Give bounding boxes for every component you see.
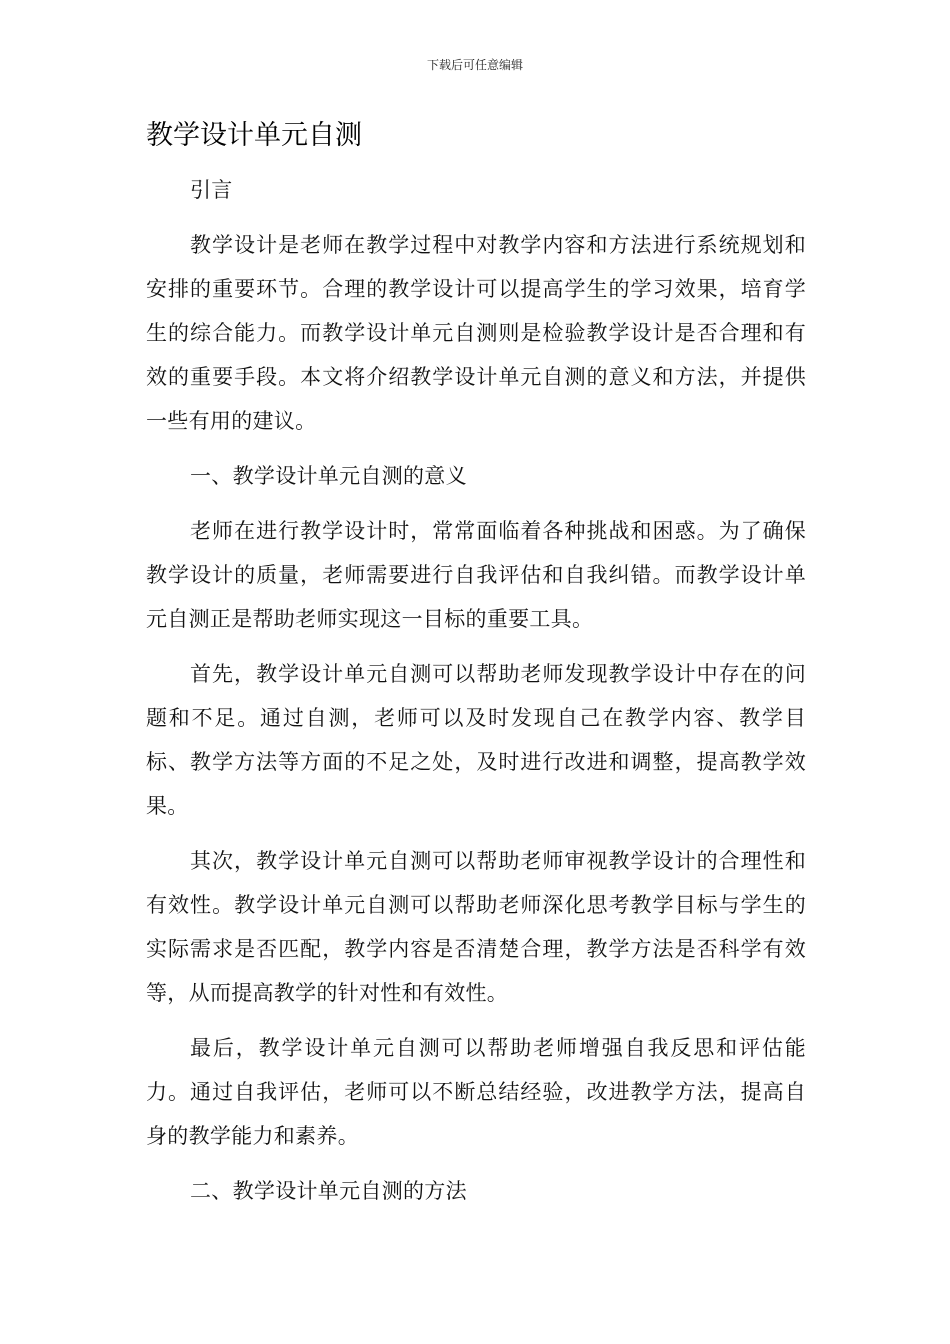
- paragraph-second-point: 其次，教学设计单元自测可以帮助老师审视教学设计的合理性和有效性。教学设计单元自测可以帮助老师深化思考教学目标与学生的实际需求是否匹配，教学内容是否清楚合理，教学方法是否科学有效等，从而提高教学的针对性和有效性。: [146, 849, 806, 1005]
- paragraph-significance-overview: 老师在进行教学设计时，常常面临着各种挑战和困惑。为了确保教学设计的质量，老师需要进行自我评估和自我纠错。而教学设计单元自测正是帮助老师实现这一目标的重要工具。: [146, 519, 806, 631]
- document-title: 教学设计单元自测: [146, 120, 362, 151]
- section-heading-significance: 一、教学设计单元自测的意义: [190, 464, 467, 488]
- paragraph-first-point: 首先，教学设计单元自测可以帮助老师发现教学设计中存在的问题和不足。通过自测，老师可以及时发现自己在教学内容、教学目标、教学方法等方面的不足之处，及时进行改进和调整，提高教学效果。: [146, 662, 806, 818]
- section-heading-intro: 引言: [190, 178, 233, 202]
- section-heading-methods: 二、教学设计单元自测的方法: [190, 1179, 467, 1203]
- paragraph-intro: 教学设计是老师在教学过程中对教学内容和方法进行系统规划和安排的重要环节。合理的教学设计可以提高学生的学习效果，培育学生的综合能力。而教学设计单元自测则是检验教学设计是否合理和有效的重要手段。本文将介绍教学设计单元自测的意义和方法，并提供一些有用的建议。: [146, 233, 806, 433]
- document-body: [146, 168, 806, 1224]
- paragraph-last-point: 最后，教学设计单元自测可以帮助老师增强自我反思和评估能力。通过自我评估，老师可以不断总结经验，改进教学方法，提高自身的教学能力和素养。: [146, 1036, 806, 1148]
- header-note: 下载后可任意编辑: [426, 58, 523, 72]
